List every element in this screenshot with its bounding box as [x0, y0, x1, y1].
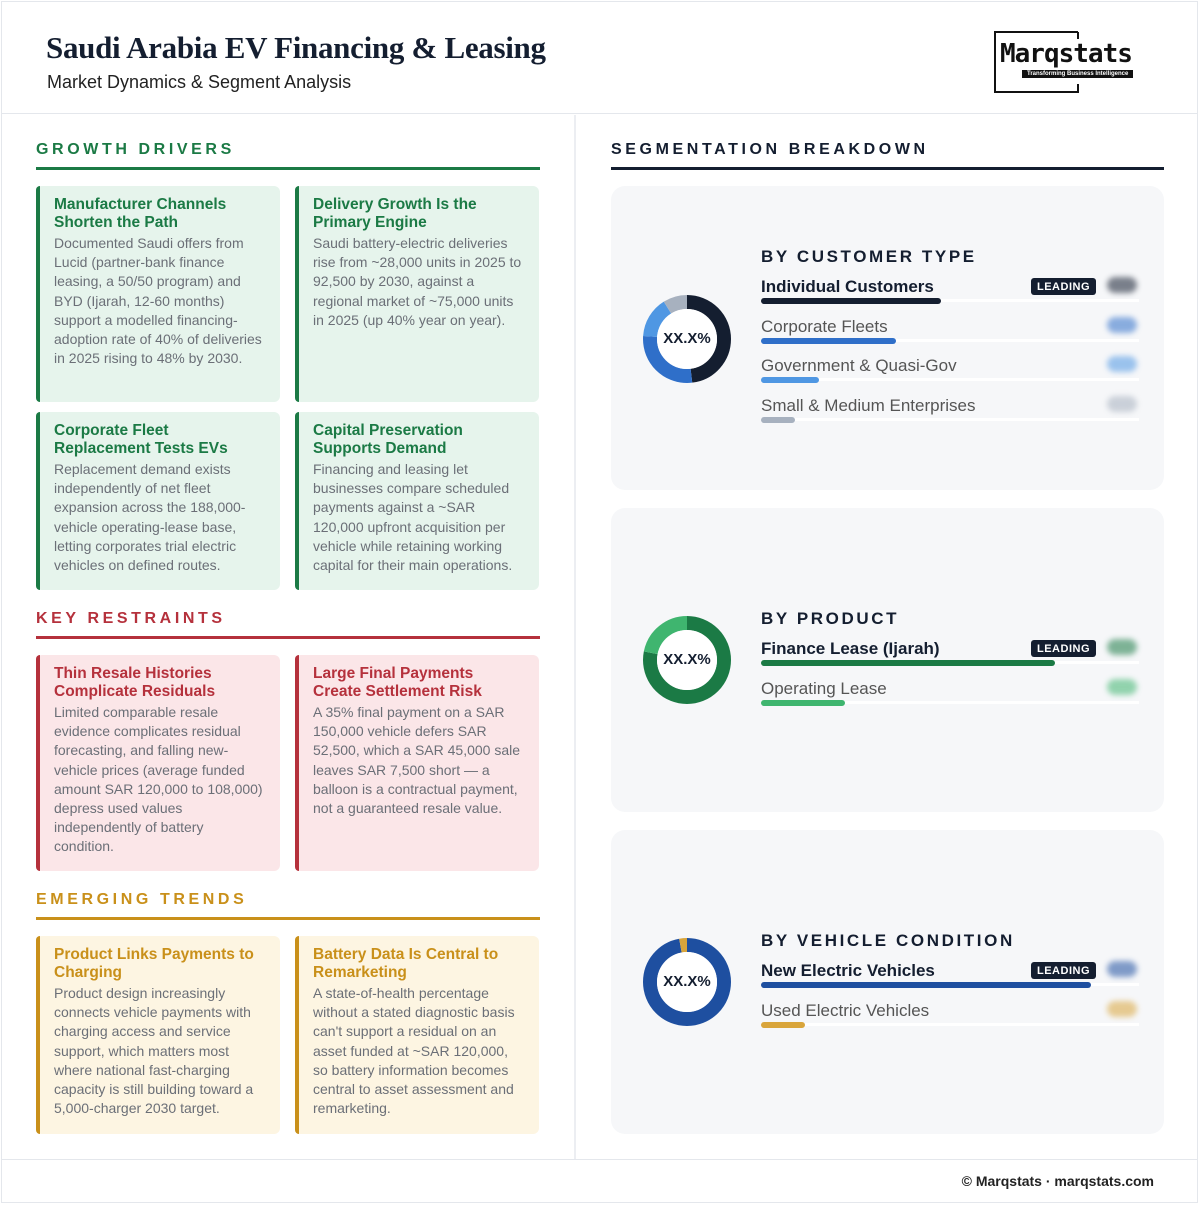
- logo-tagline: Transforming Business Intelligence: [1022, 70, 1133, 78]
- driver-card: [295, 186, 539, 402]
- panel-title: BY VEHICLE CONDITION: [761, 931, 1015, 950]
- segment-row: [761, 277, 1139, 317]
- card-body: Replacement demand exists independently of net fleet expansion across the 188,000-vehicle operating-lease base, letting corporates trial electric vehicles on defined routes.: [54, 461, 246, 574]
- blurred-value: [1107, 277, 1137, 293]
- vehicle-condition-panel: [611, 830, 1164, 1134]
- card-title: Thin Resale Histories Complicate Residuals: [54, 665, 216, 700]
- card-body: Product design increasingly connects vehicle payments with charging access and service support, which matters most where national fast-charging capacity is still building toward a 5,000-charger 2030 target.: [54, 985, 254, 1117]
- segment-label: Corporate Fleets: [761, 316, 888, 336]
- card-title: Large Final Payments Create Settlement Risk: [313, 665, 482, 700]
- donut-label: XX.X%: [663, 651, 711, 668]
- segment-row: [761, 639, 1139, 679]
- driver-card: [295, 412, 539, 590]
- card-title: Battery Data Is Central to Remarketing: [313, 946, 499, 981]
- blurred-value: [1107, 317, 1137, 333]
- segment-bar: [761, 660, 1055, 666]
- segment-label: Individual Customers: [761, 277, 934, 296]
- restraint-card: [295, 655, 539, 871]
- segment-row: [761, 396, 1139, 436]
- segment-row: [761, 679, 1139, 719]
- key-restraints-rule: [36, 636, 540, 639]
- product-panel: [611, 508, 1164, 812]
- panel-title: BY PRODUCT: [761, 609, 900, 628]
- restraint-card: [36, 655, 280, 871]
- blurred-value: [1107, 356, 1137, 372]
- emerging-trends-heading: EMERGING TRENDS: [36, 891, 248, 908]
- key-restraints-heading: KEY RESTRAINTS: [36, 610, 226, 627]
- card-body: A 35% final payment on a SAR 150,000 vehicle defers SAR 52,500, which a SAR 45,000 sale leaves SAR 7,500 short — a balloon is a contractual payment, not a guaranteed resale value.: [313, 704, 521, 817]
- card-body: Documented Saudi offers from Lucid (partner-bank finance leasing, a 50/50 program) and BYD (Ijarah, 12-60 months) support a modelled financing-adoption rate of 40% of deliveries in 2025 rising to 48% by 2030.: [54, 235, 262, 367]
- product-donut: [642, 615, 732, 705]
- segment-row: [761, 1001, 1139, 1041]
- segment-row: [761, 356, 1139, 396]
- leading-badge: LEADING: [1031, 278, 1096, 295]
- blurred-value: [1107, 1001, 1137, 1017]
- segment-label: Small & Medium Enterprises: [761, 395, 976, 415]
- card-body: Saudi battery-electric deliveries rise from ~28,000 units in 2025 to 92,500 by 2030, against a regional market of ~75,000 units in 2025 (up 40% year on year).: [313, 235, 522, 328]
- bar-track: [761, 418, 1139, 421]
- segment-bar: [761, 417, 795, 423]
- segmentation-rule: [611, 167, 1164, 170]
- segment-label: Finance Lease (Ijarah): [761, 639, 940, 658]
- trend-card: [295, 936, 539, 1134]
- segment-bar: [761, 298, 941, 304]
- blurred-value: [1107, 639, 1137, 655]
- segment-label: New Electric Vehicles: [761, 961, 935, 980]
- card-title: Capital Preservation Supports Demand: [313, 422, 463, 457]
- vehicle-condition-donut: [642, 937, 732, 1027]
- trend-card: [36, 936, 280, 1134]
- segment-bar: [761, 700, 845, 706]
- driver-card: [36, 412, 280, 590]
- blurred-value: [1107, 679, 1137, 695]
- card-title: Corporate Fleet Replacement Tests EVs: [54, 422, 228, 457]
- column-divider: [574, 115, 576, 1159]
- blurred-value: [1107, 396, 1137, 412]
- leading-badge: LEADING: [1031, 640, 1096, 657]
- segment-row: [761, 961, 1139, 1001]
- segment-bar: [761, 1022, 805, 1028]
- growth-drivers-heading: GROWTH DRIVERS: [36, 141, 235, 158]
- footer-rule: [2, 1159, 1198, 1160]
- blurred-value: [1107, 961, 1137, 977]
- bar-track: [761, 1023, 1139, 1026]
- segment-bar: [761, 982, 1091, 988]
- emerging-trends-rule: [36, 917, 540, 920]
- segmentation-heading: SEGMENTATION BREAKDOWN: [611, 141, 929, 158]
- segment-label: Operating Lease: [761, 678, 887, 698]
- marqstats-logo: [994, 31, 1156, 93]
- segment-label: Government & Quasi-Gov: [761, 356, 957, 375]
- panel-title: BY CUSTOMER TYPE: [761, 247, 977, 266]
- donut-label: XX.X%: [663, 330, 711, 347]
- donut-label: XX.X%: [663, 973, 711, 990]
- customer-type-panel: [611, 186, 1164, 490]
- driver-card: [36, 186, 280, 402]
- page-title: Saudi Arabia EV Financing & Leasing: [46, 30, 546, 65]
- customer-type-donut: [642, 294, 732, 384]
- segment-bar: [761, 338, 896, 344]
- card-body: A state-of-health percentage without a stated diagnostic basis can't support a residual on an asset funded at ~SAR 120,000, so battery information becomes central to asset assessment and remarketing.: [313, 985, 515, 1117]
- card-title: Product Links Payments to Charging: [54, 946, 254, 981]
- segment-row: [761, 317, 1139, 357]
- card-title: Delivery Growth Is the Primary Engine: [313, 196, 477, 231]
- card-body: Limited comparable resale evidence complicates residual forecasting, and falling new-vehicle prices (average funded amount SAR 120,000 to 108,000) depress used values independently of battery condition.: [54, 704, 263, 855]
- card-title: Manufacturer Channels Shorten the Path: [54, 196, 227, 231]
- footer-credit: © Marqstats · marqstats.com: [961, 1173, 1154, 1189]
- leading-badge: LEADING: [1031, 962, 1096, 979]
- page-subtitle: Market Dynamics & Segment Analysis: [47, 72, 352, 92]
- growth-drivers-rule: [36, 167, 540, 170]
- segment-label: Used Electric Vehicles: [761, 1000, 930, 1020]
- segment-bar: [761, 377, 819, 383]
- header: [2, 2, 1198, 114]
- card-body: Financing and leasing let businesses compare scheduled payments against a ~SAR 120,000 upfront acquisition per vehicle while retaining working capital for their main operations.: [313, 461, 513, 574]
- logo-wordmark: Marqstats: [1000, 39, 1136, 69]
